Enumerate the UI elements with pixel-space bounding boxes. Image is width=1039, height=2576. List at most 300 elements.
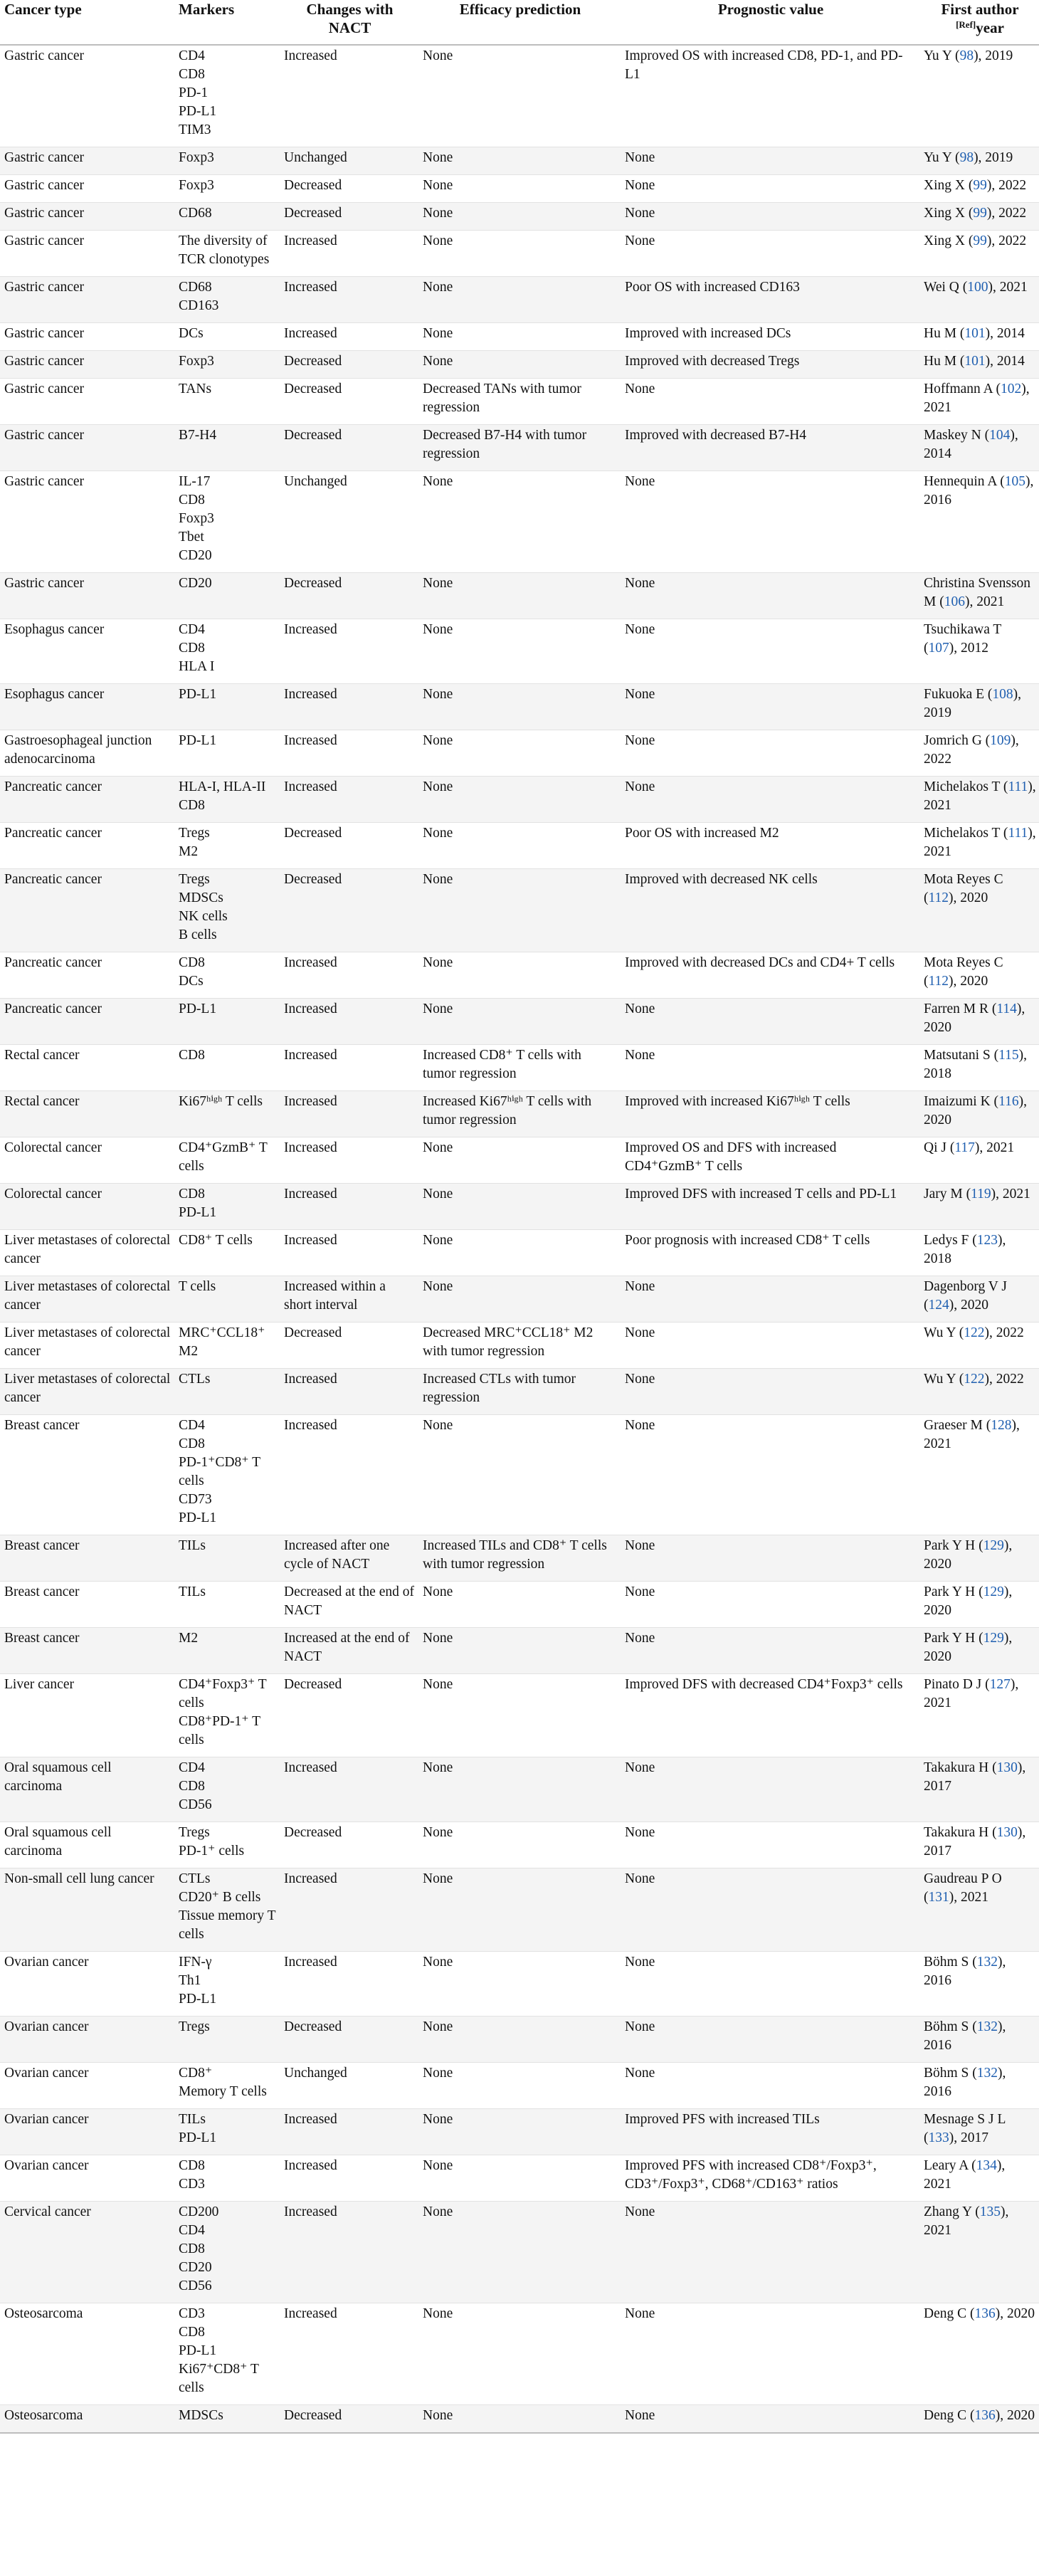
table-row xyxy=(0,45,1039,147)
author-year: ), 2012 xyxy=(949,641,988,656)
efficacy-cell: None xyxy=(423,150,453,165)
changes-cell: Increased xyxy=(284,1094,337,1109)
reference-link[interactable]: 134 xyxy=(976,2158,997,2173)
reference-link[interactable]: 128 xyxy=(991,1418,1012,1433)
reference-link[interactable]: 99 xyxy=(973,233,987,248)
cancer-type-cell: Liver metastases of colorectal cancer xyxy=(4,1233,171,1266)
efficacy-cell: None xyxy=(423,178,453,193)
reference-link[interactable]: 98 xyxy=(959,48,974,63)
prognostic-cell: None xyxy=(625,1325,655,1340)
table-row xyxy=(0,1582,1039,1628)
efficacy-cell: None xyxy=(423,2204,453,2219)
author-name: Dagenborg V J ( xyxy=(924,1279,1007,1313)
author-name: Böhm S ( xyxy=(924,2066,977,2081)
marker-item: NK cells xyxy=(179,909,228,924)
marker-item: CD4 xyxy=(179,1418,205,1433)
author-cell xyxy=(919,1091,1039,1137)
markers-cell xyxy=(174,1822,280,1868)
author-cell xyxy=(919,1230,1039,1276)
author-year: ), 2021 xyxy=(924,2158,1006,2192)
table-row xyxy=(0,730,1039,777)
cancer-type-cell: Gastric cancer xyxy=(4,326,85,341)
author-cell xyxy=(919,45,1039,147)
reference-link[interactable]: 102 xyxy=(1000,382,1022,396)
marker-item: HLA I xyxy=(179,659,215,674)
author-name: Wei Q ( xyxy=(924,280,968,295)
prognostic-cell: None xyxy=(625,2066,655,2081)
marker-item: Foxp3 xyxy=(179,354,214,369)
author-year: ), 2018 xyxy=(924,1048,1027,1081)
author-name: Deng C ( xyxy=(924,2408,975,2423)
efficacy-cell: None xyxy=(423,1584,453,1599)
author-year: ), 2014 xyxy=(985,354,1025,369)
cancer-type-cell: Gastric cancer xyxy=(4,576,85,591)
table-row xyxy=(0,277,1039,323)
prognostic-cell: None xyxy=(625,1955,655,1970)
markers-cell xyxy=(174,823,280,869)
prognostic-cell: Improved PFS with increased TILs xyxy=(625,2112,820,2127)
efficacy-cell: None xyxy=(423,1955,453,1970)
author-year: ), 2021 xyxy=(924,2204,1009,2238)
author-cell xyxy=(919,147,1039,175)
reference-link[interactable]: 101 xyxy=(964,326,986,341)
reference-link[interactable]: 129 xyxy=(983,1584,1004,1599)
efficacy-cell: None xyxy=(423,280,453,295)
efficacy-cell: None xyxy=(423,233,453,248)
author-year: ), 2021 xyxy=(924,779,1036,813)
changes-cell: Increased xyxy=(284,2158,337,2173)
marker-item: CD20 xyxy=(179,548,212,563)
reference-link[interactable]: 123 xyxy=(976,1233,998,1248)
reference-link[interactable]: 99 xyxy=(973,206,987,221)
author-cell xyxy=(919,1628,1039,1674)
prognostic-cell: None xyxy=(625,178,655,193)
author-year: ), 2020 xyxy=(924,1002,1025,1035)
author-name: Qi J ( xyxy=(924,1140,955,1155)
reference-link[interactable]: 132 xyxy=(976,2066,998,2081)
marker-item: Th1 xyxy=(179,1973,201,1988)
table-row xyxy=(0,1184,1039,1230)
efficacy-cell: None xyxy=(423,622,453,637)
author-name: Yu Y ( xyxy=(924,150,960,165)
author-name: Wu Y ( xyxy=(924,1325,964,1340)
author-cell xyxy=(919,1868,1039,1952)
efficacy-cell: None xyxy=(423,1233,453,1248)
author-year: ), 2019 xyxy=(974,48,1013,63)
changes-cell: Increased at the end of NACT xyxy=(284,1631,410,1664)
cancer-type-cell: Osteosarcoma xyxy=(4,2306,83,2321)
reference-link[interactable]: 112 xyxy=(928,974,949,989)
author-year: ), 2021 xyxy=(924,826,1036,859)
marker-item: CD4 xyxy=(179,622,205,637)
reference-link[interactable]: 117 xyxy=(954,1140,975,1155)
author-year: ), 2016 xyxy=(924,474,1034,508)
author-year: ), 2016 xyxy=(924,2019,1006,2053)
author-name: Park Y H ( xyxy=(924,1631,983,1646)
author-cell xyxy=(919,2063,1039,2109)
reference-link[interactable]: 119 xyxy=(971,1187,991,1202)
author-year: ), 2014 xyxy=(985,326,1025,341)
reference-link[interactable]: 127 xyxy=(989,1677,1011,1692)
efficacy-cell: None xyxy=(423,1825,453,1840)
marker-item: CD20⁺ B cells xyxy=(179,1890,261,1905)
reference-link[interactable]: 135 xyxy=(979,2204,1001,2219)
cancer-type-cell: Non-small cell lung cancer xyxy=(4,1871,154,1886)
table-row xyxy=(0,323,1039,351)
marker-item: Tregs xyxy=(179,1825,210,1840)
efficacy-cell: None xyxy=(423,206,453,221)
cancer-type-cell: Gastric cancer xyxy=(4,428,85,443)
author-name: Imaizumi K ( xyxy=(924,1094,999,1109)
author-cell xyxy=(919,2202,1039,2303)
author-cell xyxy=(919,823,1039,869)
author-name: Zhang Y ( xyxy=(924,2204,980,2219)
header-efficacy: Efficacy prediction xyxy=(459,1,581,18)
marker-item: PD-L1 xyxy=(179,687,217,702)
marker-item: PD-L1 xyxy=(179,104,217,119)
marker-item: CD56 xyxy=(179,2278,212,2293)
author-name: Takakura H ( xyxy=(924,1760,997,1775)
reference-link[interactable]: 104 xyxy=(989,428,1011,443)
markers-cell xyxy=(174,1184,280,1230)
table-row xyxy=(0,999,1039,1045)
reference-link[interactable]: 98 xyxy=(959,150,974,165)
marker-item: TIM3 xyxy=(179,122,211,137)
markers-cell xyxy=(174,1276,280,1323)
cancer-type-cell: Pancreatic cancer xyxy=(4,1002,102,1016)
reference-link[interactable]: 111 xyxy=(1008,779,1028,794)
author-year: ), 2021 xyxy=(924,382,1030,415)
author-year: ), 2016 xyxy=(924,2066,1006,2099)
reference-link[interactable]: 100 xyxy=(967,280,988,295)
changes-cell: Decreased xyxy=(284,826,342,841)
cancer-type-cell: Liver metastases of colorectal cancer xyxy=(4,1372,171,1405)
changes-cell: Decreased xyxy=(284,428,342,443)
author-year: ), 2017 xyxy=(924,1760,1026,1794)
table-row xyxy=(0,869,1039,952)
reference-link[interactable]: 136 xyxy=(974,2408,996,2423)
changes-cell: Increased xyxy=(284,1002,337,1016)
marker-item: B cells xyxy=(179,927,217,942)
changes-cell: Increased xyxy=(284,955,337,970)
author-cell xyxy=(919,1757,1039,1822)
author-cell xyxy=(919,2017,1039,2063)
reference-link[interactable]: 136 xyxy=(974,2306,996,2321)
author-cell xyxy=(919,1952,1039,2017)
marker-item: TILs xyxy=(179,1584,206,1599)
prognostic-cell: None xyxy=(625,576,655,591)
changes-cell: Increased xyxy=(284,1233,337,1248)
table-row xyxy=(0,684,1039,730)
efficacy-cell: None xyxy=(423,1871,453,1886)
cancer-type-cell: Pancreatic cancer xyxy=(4,779,102,794)
markers-cell xyxy=(174,777,280,823)
header-markers: Markers xyxy=(179,1,235,18)
reference-link[interactable]: 129 xyxy=(983,1631,1004,1646)
reference-link[interactable]: 131 xyxy=(928,1890,949,1905)
cancer-type-cell: Pancreatic cancer xyxy=(4,872,102,887)
author-cell xyxy=(919,2155,1039,2202)
prognostic-cell: Improved with decreased Tregs xyxy=(625,354,800,369)
author-name: Leary A ( xyxy=(924,2158,976,2173)
table-row xyxy=(0,2017,1039,2063)
efficacy-cell: None xyxy=(423,354,453,369)
changes-cell: Increased within a short interval xyxy=(284,1279,386,1313)
markers-cell xyxy=(174,952,280,999)
reference-link[interactable]: 124 xyxy=(928,1298,949,1313)
reference-link[interactable]: 133 xyxy=(928,2130,949,2145)
author-name: Wu Y ( xyxy=(924,1372,964,1387)
marker-item: CD8 xyxy=(179,1436,205,1451)
efficacy-cell: None xyxy=(423,1631,453,1646)
author-name: Mesnage S J L ( xyxy=(924,2112,1006,2145)
efficacy-cell: None xyxy=(423,2019,453,2034)
reference-link[interactable]: 130 xyxy=(996,1825,1018,1840)
author-name: Pinato D J ( xyxy=(924,1677,990,1692)
marker-item: PD-L1 xyxy=(179,1205,217,1220)
prognostic-cell: None xyxy=(625,1631,655,1646)
reference-link[interactable]: 101 xyxy=(964,354,986,369)
markers-cell xyxy=(174,45,280,147)
markers-cell xyxy=(174,1628,280,1674)
cancer-type-cell: Breast cancer xyxy=(4,1418,80,1433)
efficacy-cell: Increased Ki67ʰⁱᵍʰ T cells with tumor regression xyxy=(423,1094,592,1127)
author-name: Jomrich G ( xyxy=(924,733,991,748)
table-row xyxy=(0,2109,1039,2155)
marker-item: HLA-I, HLA-II xyxy=(179,779,266,794)
reference-link[interactable]: 99 xyxy=(973,178,987,193)
changes-cell: Increased xyxy=(284,1048,337,1063)
reference-link[interactable]: 116 xyxy=(998,1094,1019,1109)
markers-cell xyxy=(174,2109,280,2155)
marker-item: CD56 xyxy=(179,1797,212,1812)
marker-item: PD-L1 xyxy=(179,1992,217,2007)
changes-cell: Increased xyxy=(284,2204,337,2219)
markers-cell xyxy=(174,1369,280,1415)
markers-cell xyxy=(174,573,280,619)
marker-item: PD-1⁺CD8⁺ T cells xyxy=(179,1455,260,1488)
changes-cell: Increased xyxy=(284,280,337,295)
reference-link[interactable]: 114 xyxy=(996,1002,1017,1016)
markers-cell xyxy=(174,2202,280,2303)
author-cell xyxy=(919,425,1039,471)
changes-cell: Increased xyxy=(284,622,337,637)
author-cell xyxy=(919,1582,1039,1628)
cancer-type-cell: Breast cancer xyxy=(4,1538,80,1553)
author-name: Michelakos T ( xyxy=(924,826,1008,841)
cancer-type-cell: Gastric cancer xyxy=(4,48,85,63)
author-year: ), 2021 xyxy=(924,1677,1019,1710)
cancer-type-cell: Oral squamous cell carcinoma xyxy=(4,1760,112,1794)
reference-link[interactable]: 106 xyxy=(944,594,965,609)
efficacy-cell: None xyxy=(423,1279,453,1294)
table-row xyxy=(0,619,1039,684)
author-cell xyxy=(919,684,1039,730)
changes-cell: Increased xyxy=(284,1187,337,1202)
marker-item: CD163 xyxy=(179,298,219,313)
cancer-type-cell: Gastric cancer xyxy=(4,178,85,193)
prognostic-cell: Improved with increased Ki67ʰⁱᵍʰ T cells xyxy=(625,1094,850,1109)
changes-cell: Unchanged xyxy=(284,474,347,489)
table-row xyxy=(0,1822,1039,1868)
markers-cell xyxy=(174,1137,280,1184)
markers-cell xyxy=(174,379,280,425)
marker-item: DCs xyxy=(179,326,204,341)
reference-link[interactable]: 129 xyxy=(983,1538,1004,1553)
prognostic-cell: None xyxy=(625,733,655,748)
changes-cell: Increased xyxy=(284,1372,337,1387)
marker-item: CTLs xyxy=(179,1871,211,1886)
markers-cell xyxy=(174,147,280,175)
changes-cell: Increased xyxy=(284,687,337,702)
changes-cell: Increased xyxy=(284,2306,337,2321)
cancer-type-cell: Gastric cancer xyxy=(4,150,85,165)
marker-item: CD20 xyxy=(179,2260,212,2275)
reference-link[interactable]: 109 xyxy=(990,733,1011,748)
markers-cell xyxy=(174,203,280,231)
header-author-ref: [Ref] xyxy=(956,19,976,30)
author-year: ), 2016 xyxy=(924,1955,1006,1988)
prognostic-cell: None xyxy=(625,1418,655,1433)
cancer-type-cell: Breast cancer xyxy=(4,1631,80,1646)
author-cell xyxy=(919,351,1039,379)
efficacy-cell: Increased TILs and CD8⁺ T cells with tumor regression xyxy=(423,1538,607,1572)
author-year: ), 2020 xyxy=(995,2408,1035,2423)
marker-item: CD3 xyxy=(179,2177,205,2192)
changes-cell: Unchanged xyxy=(284,150,347,165)
author-cell xyxy=(919,869,1039,952)
cancer-type-cell: Liver metastases of colorectal cancer xyxy=(4,1279,171,1313)
prognostic-cell: Poor OS with increased CD163 xyxy=(625,280,800,295)
cancer-type-cell: Gastroesophageal junction adenocarcinoma xyxy=(4,733,152,767)
header-author-main: First author xyxy=(941,1,1019,18)
changes-cell: Decreased xyxy=(284,576,342,591)
markers-cell xyxy=(174,1323,280,1369)
table-row xyxy=(0,379,1039,425)
author-cell xyxy=(919,1415,1039,1535)
reference-link[interactable]: 107 xyxy=(928,641,949,656)
author-year: ), 2020 xyxy=(995,2306,1035,2321)
prognostic-cell: None xyxy=(625,1871,655,1886)
table-row xyxy=(0,2303,1039,2405)
marker-item: IFN-γ xyxy=(179,1955,212,1970)
prognostic-cell: Poor prognosis with increased CD8⁺ T cells xyxy=(625,1233,870,1248)
cancer-type-cell: Ovarian cancer xyxy=(4,1955,89,1970)
author-name: Michelakos T ( xyxy=(924,779,1008,794)
author-year: ), 2020 xyxy=(924,1094,1027,1127)
cancer-type-cell: Osteosarcoma xyxy=(4,2408,83,2423)
cancer-type-cell: Cervical cancer xyxy=(4,2204,91,2219)
marker-item: DCs xyxy=(179,974,204,989)
table-row xyxy=(0,1137,1039,1184)
markers-cell xyxy=(174,323,280,351)
table-row xyxy=(0,1952,1039,2017)
efficacy-cell: None xyxy=(423,1002,453,1016)
markers-cell xyxy=(174,619,280,684)
reference-link[interactable]: 112 xyxy=(928,890,949,905)
changes-cell: Increased xyxy=(284,233,337,248)
table-row xyxy=(0,777,1039,823)
author-cell xyxy=(919,203,1039,231)
table-row xyxy=(0,1091,1039,1137)
efficacy-cell: None xyxy=(423,2066,453,2081)
table-row xyxy=(0,1868,1039,1952)
cancer-type-cell: Gastric cancer xyxy=(4,382,85,396)
reference-link[interactable]: 105 xyxy=(1004,474,1025,489)
efficacy-cell: None xyxy=(423,2112,453,2127)
changes-cell: Decreased at the end of NACT xyxy=(284,1584,414,1618)
prognostic-cell: Improved PFS with increased CD8⁺/Foxp3⁺, CD3⁺/Foxp3⁺, CD68⁺/CD163⁺ ratios xyxy=(625,2158,877,2192)
efficacy-cell: None xyxy=(423,872,453,887)
reference-link[interactable]: 132 xyxy=(976,2019,998,2034)
reference-link[interactable]: 122 xyxy=(964,1325,985,1340)
prognostic-cell: Improved with decreased NK cells xyxy=(625,872,818,887)
reference-link[interactable]: 111 xyxy=(1008,826,1028,841)
table-row xyxy=(0,425,1039,471)
table-row xyxy=(0,1757,1039,1822)
cancer-type-cell: Gastric cancer xyxy=(4,354,85,369)
efficacy-cell: Increased CTLs with tumor regression xyxy=(423,1372,576,1405)
marker-item: CD8⁺PD-1⁺ T cells xyxy=(179,1714,260,1747)
changes-cell: Decreased xyxy=(284,1325,342,1340)
changes-cell: Increased xyxy=(284,779,337,794)
cancer-type-cell: Gastric cancer xyxy=(4,474,85,489)
markers-cell xyxy=(174,425,280,471)
author-name: Hu M ( xyxy=(924,354,965,369)
marker-item: PD-1 xyxy=(179,85,209,100)
author-name: Ledys F ( xyxy=(924,1233,977,1248)
author-name: Xing X ( xyxy=(924,178,974,193)
author-year: ), 2022 xyxy=(986,178,1027,193)
marker-item: Ki67⁺CD8⁺ T cells xyxy=(179,2362,259,2395)
cancer-type-cell: Ovarian cancer xyxy=(4,2158,89,2173)
reference-link[interactable]: 115 xyxy=(998,1048,1019,1063)
header-row xyxy=(0,0,1039,45)
reference-link[interactable]: 108 xyxy=(992,687,1013,702)
efficacy-cell: None xyxy=(423,1418,453,1433)
reference-link[interactable]: 122 xyxy=(964,1372,985,1387)
prognostic-cell: None xyxy=(625,1760,655,1775)
markers-cell xyxy=(174,1415,280,1535)
marker-item: T cells xyxy=(179,1279,216,1294)
author-name: Hoffmann A ( xyxy=(924,382,1001,396)
author-year: ), 2022 xyxy=(986,206,1027,221)
reference-link[interactable]: 130 xyxy=(996,1760,1018,1775)
efficacy-cell: None xyxy=(423,474,453,489)
author-year: ), 2021 xyxy=(949,1890,988,1905)
author-name: Park Y H ( xyxy=(924,1584,983,1599)
changes-cell: Decreased xyxy=(284,382,342,396)
cancer-type-cell: Oral squamous cell carcinoma xyxy=(4,1825,112,1859)
author-year: ), 2020 xyxy=(949,890,988,905)
author-name: Mota Reyes C ( xyxy=(924,955,1003,989)
reference-link[interactable]: 132 xyxy=(976,1955,998,1970)
marker-item: Tregs xyxy=(179,872,210,887)
efficacy-cell: None xyxy=(423,1140,453,1155)
cancer-type-cell: Gastric cancer xyxy=(4,206,85,221)
prognostic-cell: Improved with decreased DCs and CD4+ T cells xyxy=(625,955,895,970)
efficacy-cell: None xyxy=(423,2408,453,2423)
changes-cell: Decreased xyxy=(284,354,342,369)
author-name: Tsuchikawa T ( xyxy=(924,622,1001,656)
prognostic-cell: None xyxy=(625,1538,655,1553)
efficacy-cell: Decreased TANs with tumor regression xyxy=(423,382,581,415)
changes-cell: Decreased xyxy=(284,1677,342,1692)
author-year: ), 2020 xyxy=(924,1584,1013,1618)
efficacy-cell: Increased CD8⁺ T cells with tumor regression xyxy=(423,1048,581,1081)
author-year: ), 2022 xyxy=(924,733,1019,767)
table-row xyxy=(0,1323,1039,1369)
